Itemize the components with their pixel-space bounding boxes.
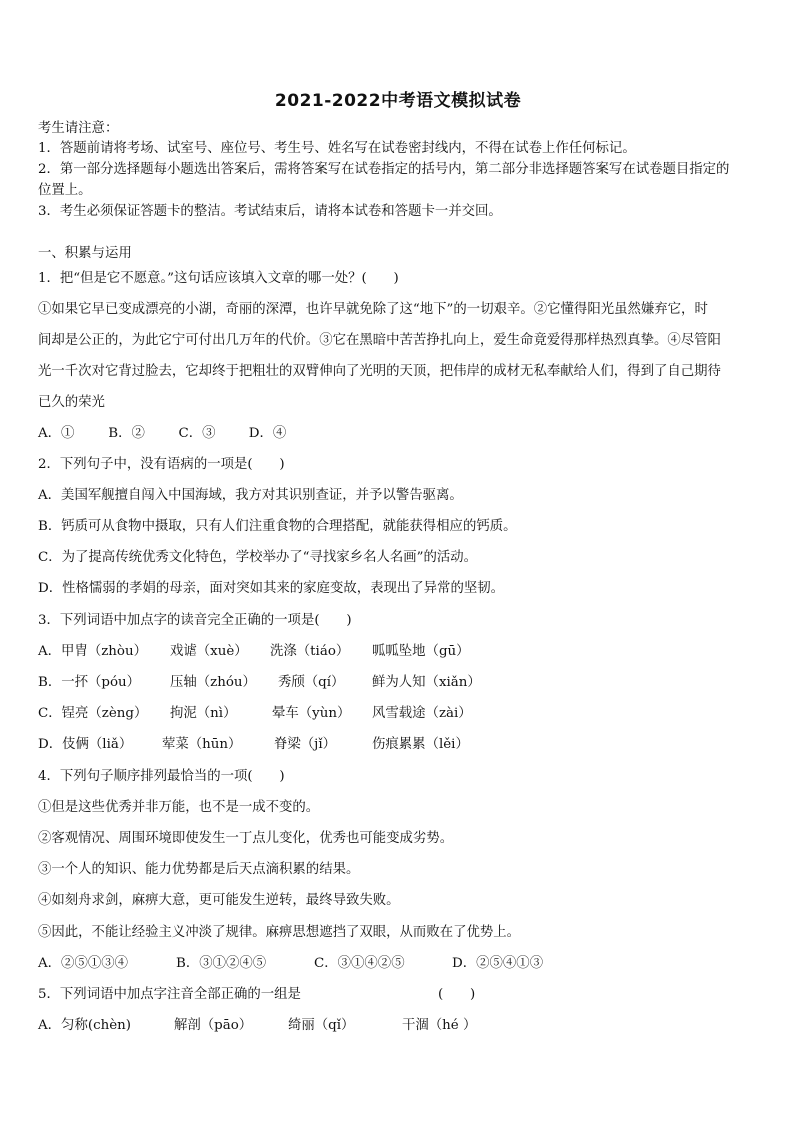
q3-word: 呱呱坠地（gū） — [372, 644, 470, 659]
q3-word: 风雪载途（zài） — [372, 706, 472, 721]
q4-options — [38, 955, 543, 973]
q2-option-b[interactable]: B．钙质可从食物中摄取，只有人们注重食物的合理搭配，就能获得相应的钙质。 — [38, 519, 517, 534]
q1-passage-line: 已久的荣光 — [38, 395, 105, 410]
notice-item-3: 3．考生必须保证答题卡的整洁。考试结束后，请将本试卷和答题卡一并交回。 — [38, 204, 502, 219]
q3-word: 拘泥（nì） — [170, 706, 237, 721]
section-heading: 一、积累与运用 — [38, 246, 132, 261]
q1-option-d[interactable]: D．④ — [248, 426, 287, 441]
q4-sentence-4: ④如刻舟求剑，麻痹大意，更可能发生逆转，最终导致失败。 — [38, 893, 400, 908]
q1-passage-line: 光一千次对它背过脸去，它却终于把粗壮的双臂伸向了光明的天顶，把伟岸的成材无私奉献给人们，得到了自己期待 — [38, 364, 721, 379]
q1-stem: 1．把“但是它不愿意。”这句话应该填入文章的哪一处？( ) — [38, 271, 399, 286]
q3-word: 戏谑（xuè） — [170, 644, 248, 659]
q5-word: A．匀称(chèn) — [38, 1018, 131, 1033]
q5-word: 干涸（hé ） — [402, 1018, 477, 1033]
q3-word: 鲜为人知（xiǎn） — [372, 675, 481, 690]
q4-option-c[interactable]: C．③①④②⑤ — [314, 956, 405, 971]
q1-option-c[interactable]: C．③ — [178, 426, 216, 441]
q4-sentence-3: ③一个人的知识、能力优势都是后天点滴积累的结果。 — [38, 862, 360, 877]
q4-option-a[interactable]: A．②⑤①③④ — [38, 956, 129, 971]
q3-option-c[interactable] — [38, 705, 472, 723]
notice-heading: 考生请注意： — [38, 121, 119, 136]
q1-passage-line: 间却是公正的，为此它宁可付出几万年的代价。③它在黑暗中苦苦挣扎向上，爱生命竟爱得那样热烈真挚。④尽管阳 — [38, 333, 721, 348]
q3-word: 荤菜（hūn） — [162, 737, 242, 752]
q3-stem: 3．下列词语中加点字的读音完全正确的一项是( ) — [38, 613, 352, 628]
q3-word: B．一抔（póu） — [38, 675, 141, 690]
q1-passage-line: ①如果它早已变成漂亮的小湖，奇丽的深潭，也许早就免除了这“地下”的一切艰辛。②它懂得阳光虽然嫌弃它，时 — [38, 302, 708, 317]
q3-word: A．甲胄（zhòu） — [38, 644, 147, 659]
q3-word: 脊梁（jǐ） — [274, 737, 336, 752]
q3-word: 伤痕累累（lěi） — [372, 737, 469, 752]
q5-word: 绮丽（qǐ） — [288, 1018, 355, 1033]
q2-option-c[interactable]: C．为了提高传统优秀文化特色，学校举办了“寻找家乡名人名画”的活动。 — [38, 550, 478, 565]
q1-option-b[interactable]: B．② — [108, 426, 145, 441]
q2-option-a[interactable]: A．美国军舰擅自闯入中国海域，我方对其识别查证，并予以警告驱离。 — [38, 488, 463, 503]
q2-option-d[interactable]: D．性格懦弱的孝娟的母亲，面对突如其来的家庭变故，表现出了异常的坚韧。 — [38, 581, 505, 596]
q4-sentence-2: ②客观情况、周围环境即使发生一丁点儿变化，优秀也可能变成劣势。 — [38, 831, 454, 846]
q5-stem-row — [38, 986, 475, 1004]
q5-word: 解剖（pāo） — [174, 1018, 253, 1033]
notice-item-2-cont: 位置上。 — [38, 183, 92, 198]
page-title: 2021-2022中考语文模拟试卷 — [274, 91, 522, 111]
q3-option-a[interactable] — [38, 643, 470, 661]
q4-sentence-5: ⑤因此，不能让经验主义冲淡了规律。麻痹思想遮挡了双眼，从而败在了优势上。 — [38, 925, 521, 940]
q4-stem: 4．下列句子顺序排列最恰当的一项( ) — [38, 769, 285, 784]
notice-item-2: 2．第一部分选择题每小题选出答案后，需将答案写在试卷指定的括号内，第二部分非选择题答案写在试卷题目指定的 — [38, 162, 730, 177]
q3-word: 压轴（zhóu） — [170, 675, 256, 690]
q3-word: 洗涤（tiáo） — [270, 644, 350, 659]
q5-option-a[interactable] — [38, 1017, 476, 1035]
q1-options — [38, 425, 315, 443]
q5-answer-paren: ( ) — [438, 987, 476, 1002]
notice-item-1: 1．答题前请将考场、试室号、座位号、考生号、姓名写在试卷密封线内，不得在试卷上作任何标记。 — [38, 141, 636, 156]
q4-option-b[interactable]: B．③①②④⑤ — [176, 956, 267, 971]
q5-stem: 5．下列词语中加点字注音全部正确的一组是 — [38, 987, 301, 1002]
q3-word: 晕车（yùn） — [272, 706, 351, 721]
q3-option-b[interactable] — [38, 674, 481, 692]
q4-option-d[interactable]: D．②⑤④①③ — [452, 956, 544, 971]
q3-word: 秀颀（qí） — [278, 675, 345, 690]
q1-option-a[interactable]: A．① — [38, 426, 75, 441]
q3-word: D．伎俩（liǎ） — [38, 737, 133, 752]
q3-option-d[interactable] — [38, 736, 469, 754]
q2-stem: 2．下列句子中，没有语病的一项是( ) — [38, 457, 285, 472]
q3-word: C．锃亮（zèng） — [38, 706, 148, 721]
q4-sentence-1: ①但是这些优秀并非万能，也不是一成不变的。 — [38, 800, 320, 815]
